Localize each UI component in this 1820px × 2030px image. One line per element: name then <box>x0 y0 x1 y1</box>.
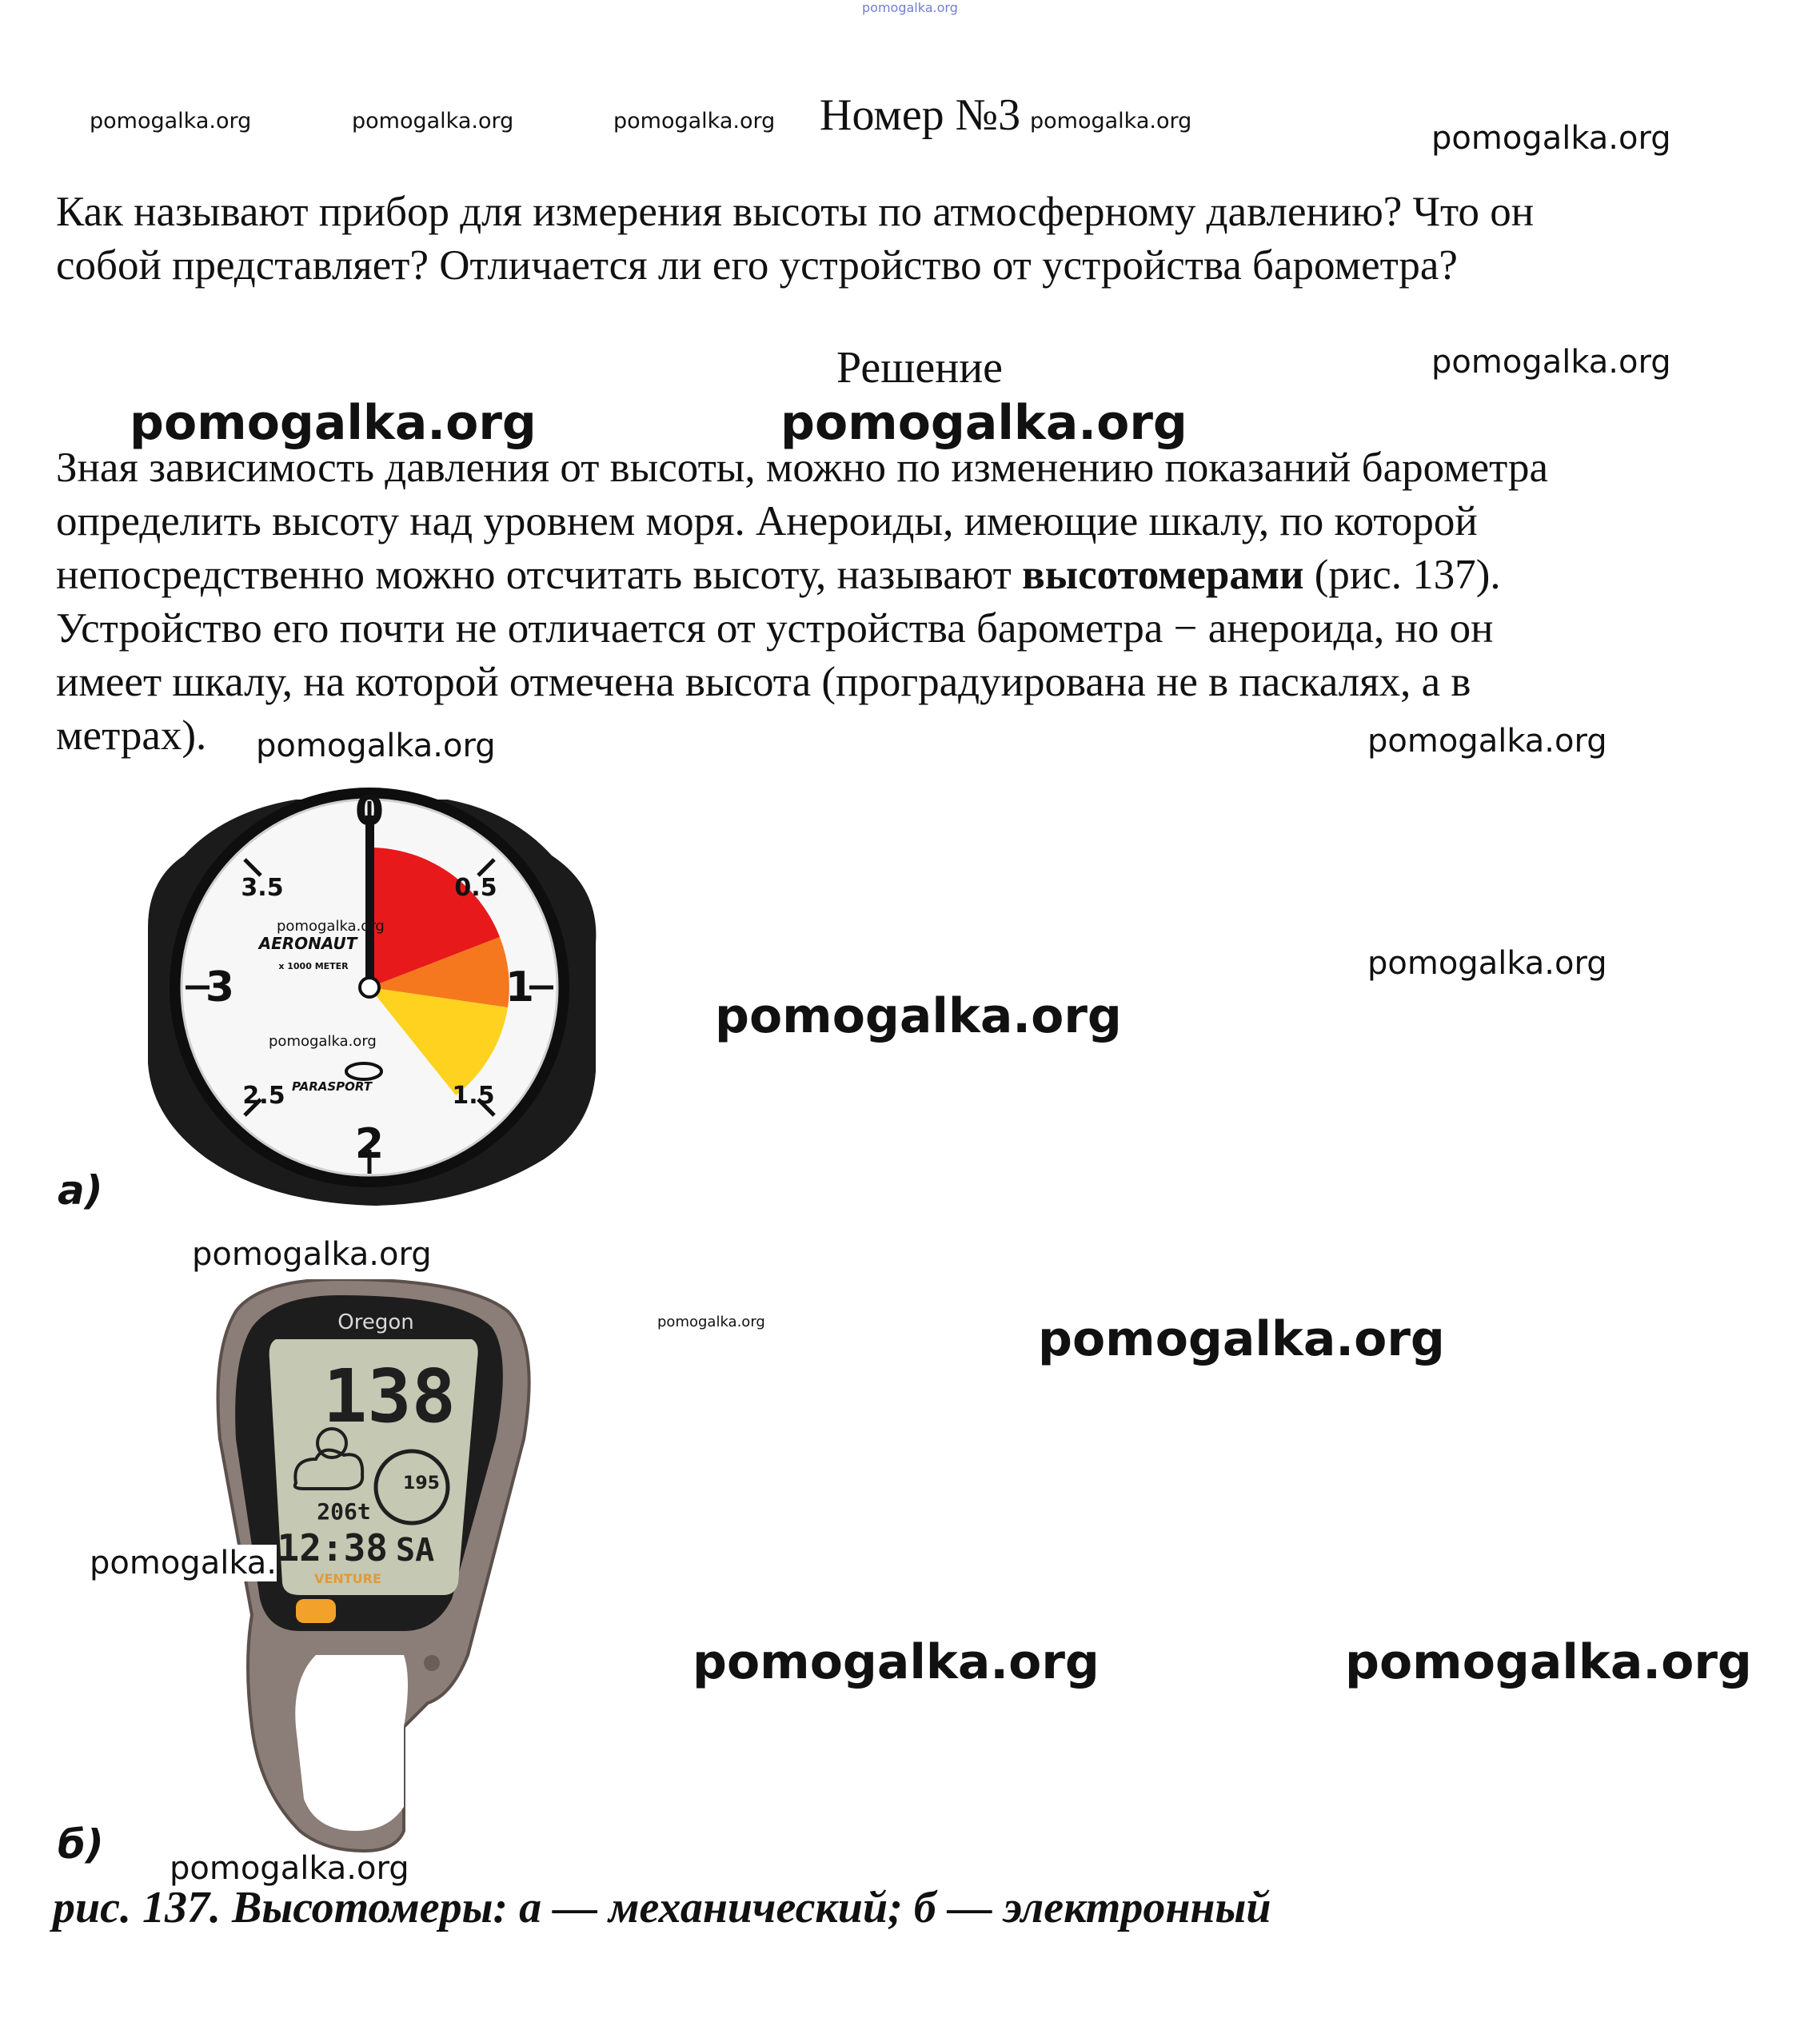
watermark: pomogalka. <box>90 1545 277 1581</box>
question-line: собой представляет? Отличается ли его устройство от устройства барометра? <box>56 242 1458 289</box>
answer-line: метрах). <box>56 712 207 759</box>
term-bold: высотомерами <box>1022 552 1304 598</box>
figure-a-label: а) <box>58 1167 103 1214</box>
device-model: VENTURE <box>314 1571 381 1586</box>
watermark: pomogalka.org <box>1030 109 1192 134</box>
watermark: pomogalka.org <box>256 728 496 764</box>
figure-b-label: б) <box>58 1821 104 1868</box>
carabiner-opening <box>295 1655 408 1831</box>
device-brand: Oregon <box>337 1310 414 1334</box>
dial-label-3-5: 3.5 <box>241 874 284 902</box>
watermark: pomogalka.org <box>692 1634 1100 1690</box>
top-watermark: pomogalka.org <box>862 0 958 15</box>
watermark: pomogalka.org <box>715 988 1122 1044</box>
answer-text: непосредственно можно отсчитать высоту, называют <box>56 552 1023 598</box>
side-screw <box>424 1655 440 1671</box>
answer-line <box>56 548 1501 602</box>
mode-button <box>296 1599 336 1623</box>
answer-line: Зная зависимость давления от высоты, можно по изменению показаний барометра <box>56 445 1548 491</box>
watermark: pomogalka.org <box>657 1314 765 1330</box>
page-title: Номер №3 <box>820 90 1021 140</box>
dial-maker: PARASPORT <box>291 1079 373 1094</box>
watermark: pomogalka.org <box>352 109 514 134</box>
dial-brand: AERONAUT <box>258 934 357 953</box>
dial-label-3: 3 <box>205 963 235 1011</box>
answer-line: определить высоту над уровнем моря. Анероиды, имеющие шкалу, по которой <box>56 498 1478 544</box>
dial-unit: x 1000 METER <box>278 961 349 971</box>
watermark: pomogalka.org <box>613 109 776 134</box>
watermark: pomogalka.org <box>1367 723 1607 760</box>
answer-text: (рис. 137). <box>1303 552 1501 598</box>
watermark: pomogalka.org <box>1431 120 1671 157</box>
lcd-altitude: 138 <box>322 1354 456 1439</box>
watermark: pomogalka.org <box>90 109 252 134</box>
watermark: pomogalka.org <box>780 395 1187 451</box>
needle-hub <box>360 978 379 997</box>
watermark: pomogalka.org <box>1038 1311 1445 1367</box>
watermark: pomogalka.org <box>269 1033 377 1050</box>
dial-label-1-5: 1.5 <box>452 1082 495 1110</box>
watermark: pomogalka.org <box>1431 344 1671 381</box>
figure-caption: рис. 137. Высотомеры: а — механический; б — электронный <box>53 1883 1271 1932</box>
watermark: pomogalka.org <box>277 918 385 935</box>
dial-label-2: 2 <box>354 1120 385 1168</box>
dial-label-0-5: 0.5 <box>454 874 497 902</box>
watermark: pomogalka.org <box>130 395 537 451</box>
watermark: pomogalka.org <box>192 1236 432 1273</box>
solution-heading: Решение <box>836 343 1004 393</box>
lcd-ampm: SA <box>396 1532 435 1569</box>
lcd-compass-value: 195 <box>403 1474 440 1494</box>
lcd-small-reading: 206t <box>317 1498 371 1525</box>
question-line: Как называют прибор для измерения высоты по атмосферному давлению? Что он <box>56 189 1535 235</box>
mechanical-altimeter-image <box>136 768 608 1215</box>
watermark: pomogalka.org <box>1345 1634 1752 1690</box>
watermark: pomogalka.org <box>1367 945 1607 982</box>
dial-label-1: 1 <box>505 963 535 1011</box>
watermark: pomogalka.org <box>170 1850 409 1887</box>
dial-label-0: 0 <box>354 788 385 836</box>
altimeter-needle <box>365 816 374 991</box>
lcd-time: 12:38 <box>277 1526 388 1569</box>
answer-line: имеет шкалу, на которой отмечена высота (проградуирована не в паскалях, а в <box>56 659 1471 705</box>
dial-label-2-5: 2.5 <box>242 1082 285 1110</box>
answer-line: Устройство его почти не отличается от устройства барометра − анероида, но он <box>56 605 1494 652</box>
